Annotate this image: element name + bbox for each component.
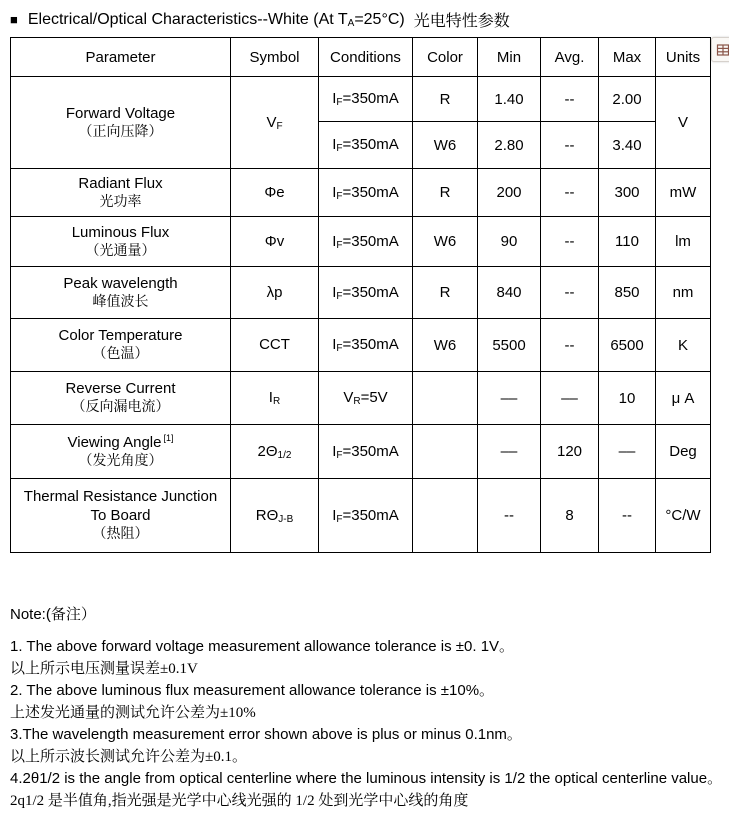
cond-rest: =350mA: [342, 442, 399, 460]
col-header-color: Color: [413, 38, 478, 77]
title-subscript: A: [347, 17, 355, 29]
cond-main: V: [343, 389, 354, 406]
cond-sub: F: [336, 97, 343, 108]
min-cell: 200: [478, 169, 541, 217]
cond-rest: =350mA: [342, 283, 399, 301]
param-cell: [11, 479, 231, 553]
max-cell: --: [599, 479, 656, 553]
symbol-sub: F: [276, 120, 283, 132]
units-cell: V: [656, 77, 711, 169]
param-cn: （发光角度）: [78, 453, 163, 469]
color-cell: [413, 479, 478, 553]
conditions-cell: [319, 372, 413, 425]
symbol-main: Φv: [264, 232, 285, 250]
note-line-3-cn: 以上所示波长测试允许公差为±0.1。: [10, 749, 247, 765]
col-header-max: Max: [599, 38, 656, 77]
max-cell: ––: [599, 425, 656, 479]
title-en-pre: Electrical/Optical Characteristics--White (At T: [27, 10, 348, 28]
symbol-sub: J-B: [278, 513, 294, 525]
section-title-chinese: 光电特性参数: [413, 13, 510, 30]
symbol-main: I: [268, 389, 273, 406]
color-cell: [413, 372, 478, 425]
param-en: Color Temperature: [58, 327, 183, 344]
min-cell: --: [478, 479, 541, 553]
color-cell: W6: [413, 217, 478, 267]
table-row: [11, 217, 711, 267]
note-line-2-en: 2. The above luminous flux measurement allowance tolerance is ±10%。: [10, 682, 495, 699]
section-bullet-icon: ■: [10, 12, 18, 27]
param-en: Luminous Flux: [71, 223, 170, 241]
col-header-conditions: Conditions: [319, 38, 413, 77]
conditions-cell: [319, 217, 413, 267]
section-title-text: [28, 11, 405, 29]
notes-section: [10, 605, 724, 809]
col-header-min: Min: [478, 38, 541, 77]
param-cn: 峰值波长: [92, 294, 149, 310]
max-cell: 850: [599, 267, 656, 319]
cond-sub: R: [353, 396, 361, 407]
cond-main: I: [332, 442, 337, 460]
cond-rest: =350mA: [342, 336, 399, 353]
cond-rest: =5V: [360, 389, 388, 406]
table-row: [11, 425, 711, 479]
table-row: [11, 372, 711, 425]
notes-heading: Note:(备注）: [10, 606, 96, 623]
param-cell: [11, 425, 231, 479]
param-en: Reverse Current: [65, 380, 176, 397]
symbol-sub: 1/2: [277, 449, 292, 461]
param-cn: （色温）: [92, 347, 149, 362]
avg-cell: --: [541, 122, 599, 169]
avg-cell: --: [541, 77, 599, 122]
param-cell: [11, 267, 231, 319]
conditions-cell: [319, 122, 413, 169]
cond-rest: =350mA: [342, 136, 399, 153]
cond-main: I: [332, 506, 337, 524]
footnote-marker: [1]: [163, 432, 174, 443]
param-cell: [11, 77, 231, 169]
avg-cell: ––: [541, 372, 599, 425]
cond-sub: F: [336, 239, 343, 251]
avg-cell: --: [541, 169, 599, 217]
color-cell: R: [413, 267, 478, 319]
param-cn: 光功率: [99, 194, 142, 210]
units-cell: Deg: [656, 425, 711, 479]
note-line-3-en: 3.The wavelength measurement error shown above is plus or minus 0.1nm。: [10, 726, 522, 743]
avg-cell: --: [541, 267, 599, 319]
note-line-1-cn: 以上所示电压测量误差±0.1V: [10, 661, 198, 677]
avg-cell: 120: [541, 425, 599, 479]
notes-lines: [10, 636, 724, 812]
cond-sub: F: [336, 343, 343, 354]
cond-main: I: [332, 232, 337, 250]
symbol-cell: [231, 169, 319, 217]
min-cell: ––: [478, 372, 541, 425]
param-cn: （反向漏电流）: [71, 400, 170, 415]
min-cell: 1.40: [478, 77, 541, 122]
param-cn: （光通量）: [85, 243, 156, 259]
units-cell: mW: [656, 169, 711, 217]
color-cell: W6: [413, 122, 478, 169]
color-cell: R: [413, 169, 478, 217]
max-cell: 6500: [599, 319, 656, 372]
note-line-4-en: 4.2θ1/2 is the angle from optical centerline where the luminous intensity is 1/2 the optical centerline value。: [10, 770, 723, 787]
conditions-cell: [319, 425, 413, 479]
cond-sub: F: [336, 190, 343, 202]
units-cell: nm: [656, 267, 711, 319]
cond-sub: F: [336, 513, 343, 525]
symbol-cell: [231, 217, 319, 267]
param-en: Thermal Resistance Junction To Board: [23, 488, 218, 524]
symbol-cell: [231, 479, 319, 553]
cond-rest: =350mA: [342, 232, 399, 250]
cond-rest: =350mA: [342, 506, 399, 524]
note-line-1-en: 1. The above forward voltage measurement allowance tolerance is ±0. 1V。: [10, 638, 515, 655]
title-en-post: =25°C): [354, 10, 405, 28]
table-row: [11, 267, 711, 319]
note-line-2-cn: 上述发光通量的测试允许公差为±10%: [10, 705, 256, 721]
col-header-avg: Avg.: [541, 38, 599, 77]
max-cell: 3.40: [599, 122, 656, 169]
color-cell: W6: [413, 319, 478, 372]
cond-rest: =350mA: [342, 90, 399, 107]
param-cell: [11, 217, 231, 267]
floating-tool-button[interactable]: [711, 37, 729, 62]
min-cell: ––: [478, 425, 541, 479]
symbol-cell: [231, 372, 319, 425]
avg-cell: --: [541, 217, 599, 267]
conditions-cell: [319, 169, 413, 217]
table-row: [11, 169, 711, 217]
symbol-main: RΘ: [255, 506, 279, 524]
param-en: Forward Voltage: [65, 104, 176, 122]
col-header-parameter: Parameter: [11, 38, 231, 77]
min-cell: 90: [478, 217, 541, 267]
param-cell: [11, 372, 231, 425]
characteristics-table: [10, 37, 711, 553]
symbol-cell: [231, 77, 319, 169]
max-cell: 10: [599, 372, 656, 425]
cond-main: I: [332, 336, 337, 353]
symbol-main: CCT: [259, 336, 290, 353]
conditions-cell: [319, 267, 413, 319]
symbol-main: Φe: [264, 183, 285, 201]
cond-main: I: [332, 183, 337, 201]
cond-main: I: [332, 136, 337, 153]
color-cell: R: [413, 77, 478, 122]
param-en: Peak wavelength: [63, 274, 178, 292]
min-cell: 2.80: [478, 122, 541, 169]
symbol-cell: [231, 425, 319, 479]
symbol-cell: [231, 319, 319, 372]
cond-sub: F: [336, 143, 343, 154]
units-cell: μ A: [656, 372, 711, 425]
conditions-cell: [319, 319, 413, 372]
symbol-cell: [231, 267, 319, 319]
param-en: Radiant Flux: [78, 174, 163, 192]
conditions-cell: [319, 479, 413, 553]
symbol-main: V: [266, 113, 277, 131]
min-cell: 840: [478, 267, 541, 319]
cond-sub: F: [336, 290, 343, 302]
symbol-main: λp: [266, 283, 283, 301]
avg-cell: --: [541, 319, 599, 372]
symbol-main: 2Θ: [257, 442, 278, 460]
param-cell: [11, 319, 231, 372]
table-header-row: [11, 38, 711, 77]
table-row: [11, 319, 711, 372]
conditions-cell: [319, 77, 413, 122]
color-cell: [413, 425, 478, 479]
units-cell: K: [656, 319, 711, 372]
section-title: [10, 8, 510, 31]
max-cell: 300: [599, 169, 656, 217]
cond-main: I: [332, 283, 337, 301]
cond-sub: F: [336, 449, 343, 461]
param-cn: （正向压降）: [78, 124, 163, 140]
avg-cell: 8: [541, 479, 599, 553]
cond-rest: =350mA: [342, 183, 399, 201]
col-header-units: Units: [656, 38, 711, 77]
units-cell: lm: [656, 217, 711, 267]
param-en-text: Viewing Angle: [67, 433, 162, 451]
cond-main: I: [332, 90, 337, 107]
table-grid-icon: [716, 43, 729, 57]
note-line-4-cn: 2q1/2 是半值角,指光强是光学中心线光强的 1/2 处到光学中心线的角度: [10, 793, 469, 809]
symbol-sub: R: [272, 396, 281, 407]
table-row: [11, 479, 711, 553]
param-cn: （热阻）: [92, 527, 149, 542]
max-cell: 110: [599, 217, 656, 267]
table-row: [11, 77, 711, 122]
min-cell: 5500: [478, 319, 541, 372]
max-cell: 2.00: [599, 77, 656, 122]
param-cell: [11, 169, 231, 217]
units-cell: °C/W: [656, 479, 711, 553]
param-en: [14, 433, 227, 452]
col-header-symbol: Symbol: [231, 38, 319, 77]
